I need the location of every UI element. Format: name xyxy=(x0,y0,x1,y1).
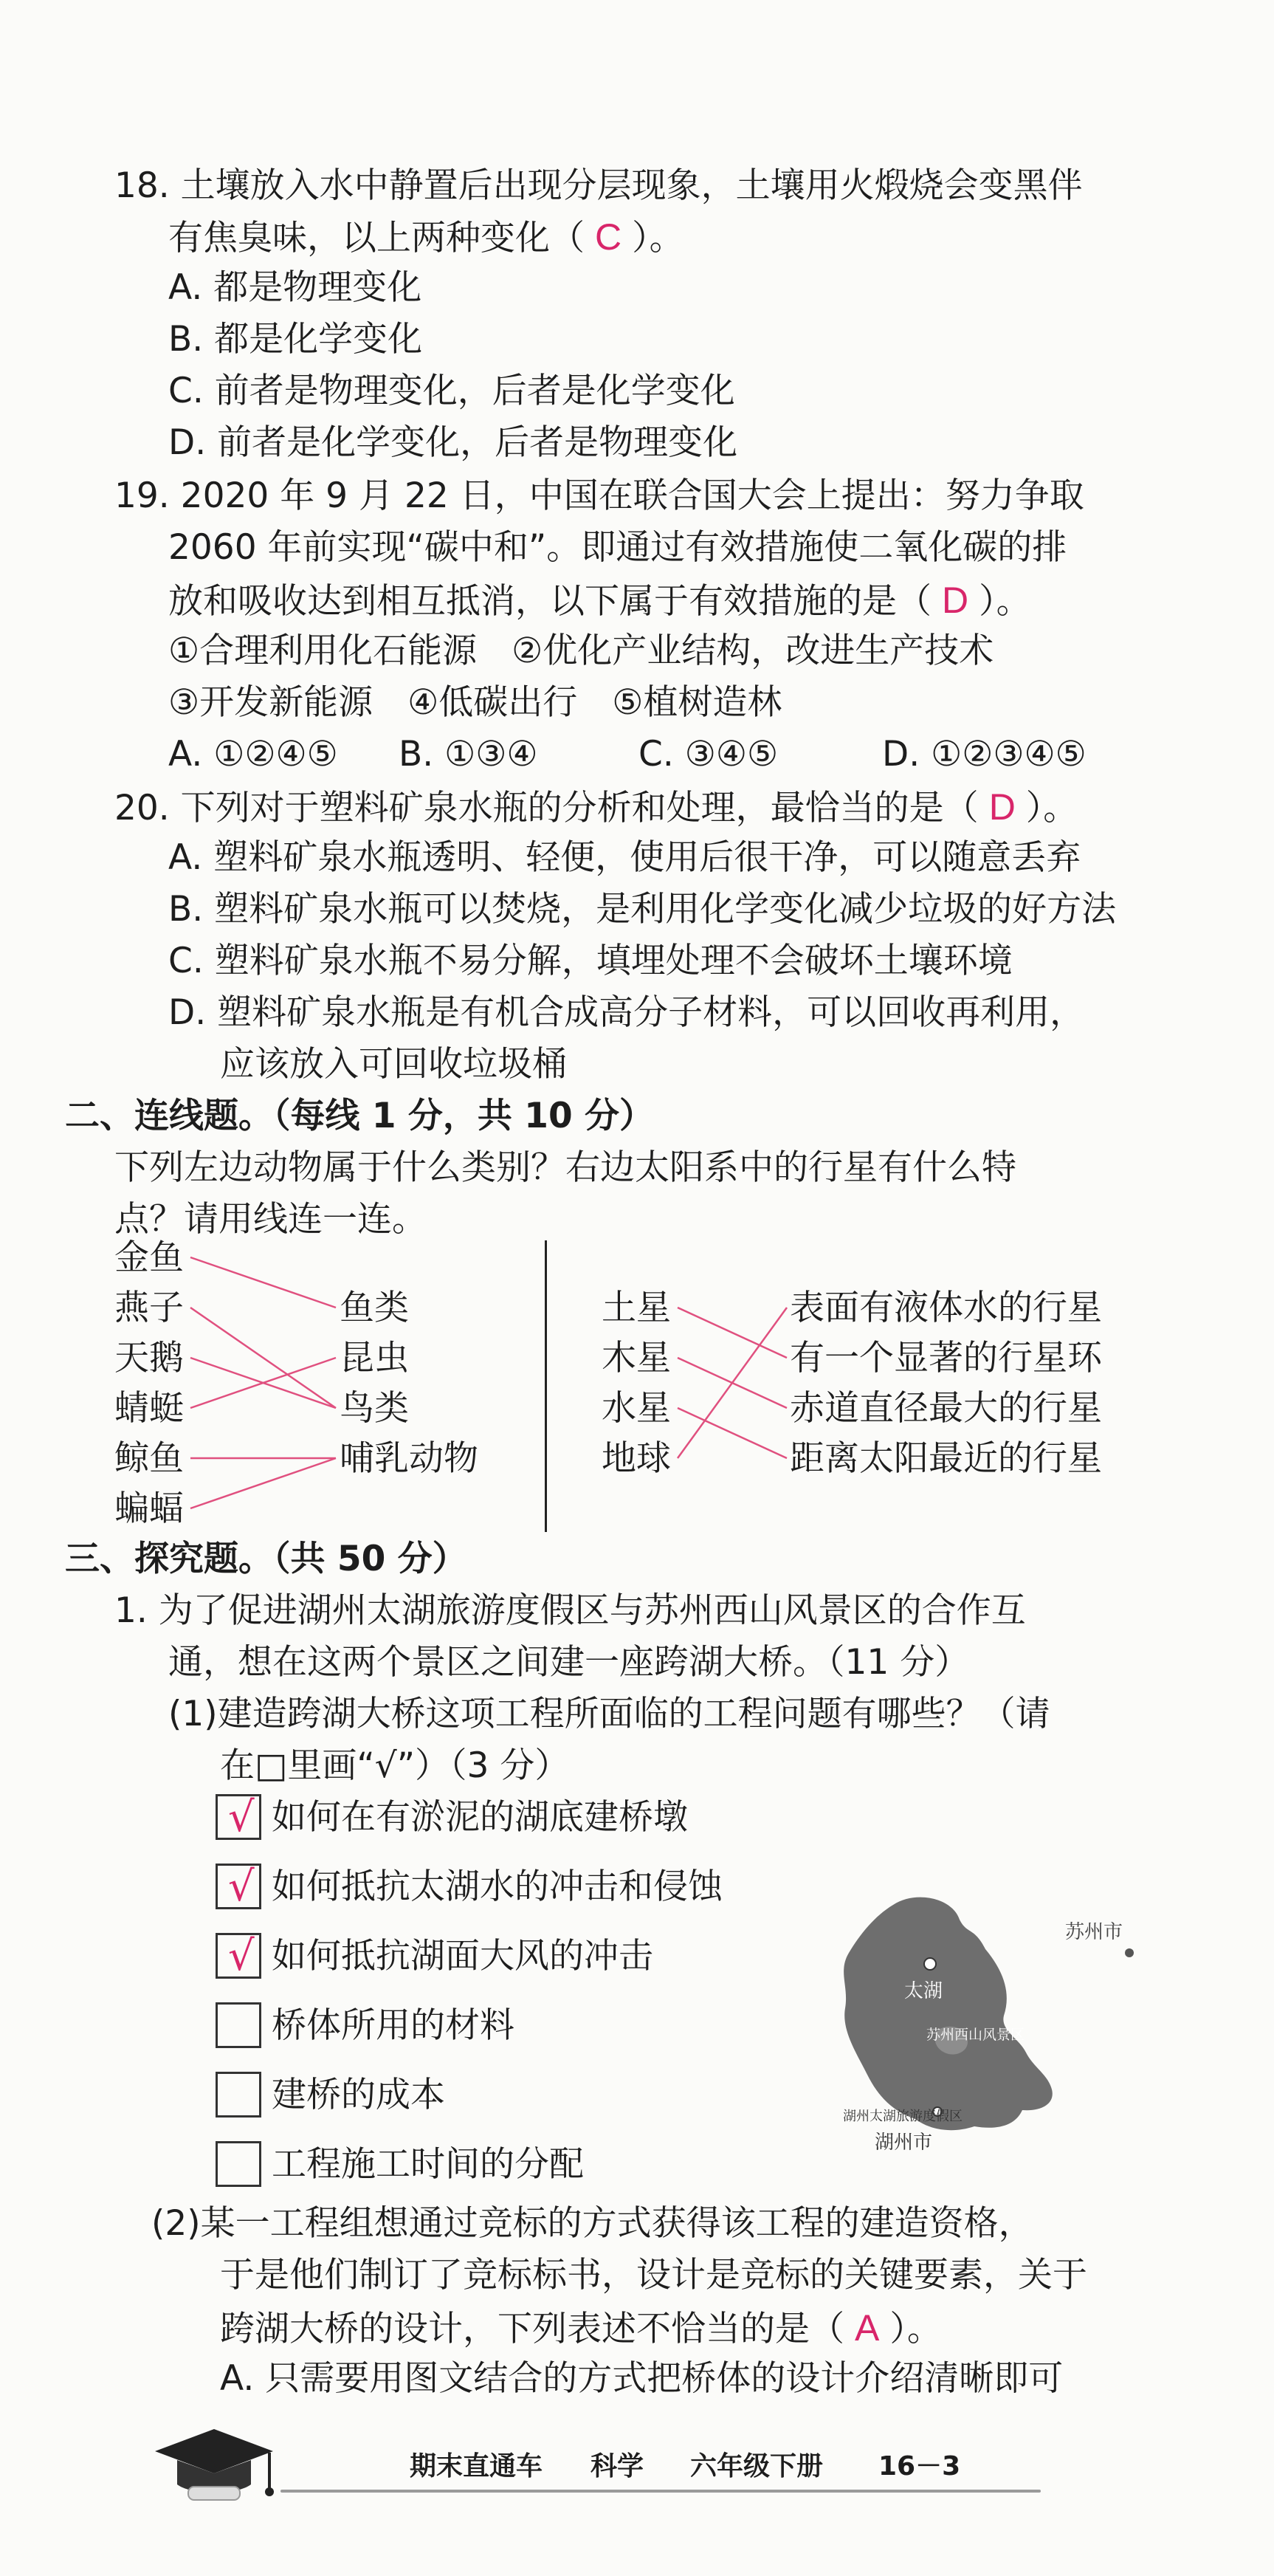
category-bird: 鸟类 xyxy=(340,1388,409,1429)
footer-page: 16－3 xyxy=(878,2451,961,2481)
choice-3-text: 如何抵抗湖面大风的冲击 xyxy=(272,1936,653,1976)
taihu-map xyxy=(827,1890,1151,2171)
animal-bat: 蝙蝠 xyxy=(114,1488,184,1529)
q20-option-a: A. 塑料矿泉水瓶透明、轻便，使用后很干净，可以随意丢弃 xyxy=(168,837,1081,878)
category-fish: 鱼类 xyxy=(340,1288,409,1328)
taihu-dot-icon xyxy=(924,1958,936,1970)
choice-1-text: 如何在有淤泥的湖底建桥墩 xyxy=(272,1797,688,1838)
q19-measures-1: ①合理利用化石能源 ②优化产业结构，改进生产技术 xyxy=(168,631,994,671)
planet-jupiter: 木星 xyxy=(602,1338,671,1378)
graduation-cap-icon xyxy=(148,2422,280,2510)
checkbox-6[interactable] xyxy=(216,2141,261,2187)
animal-swan: 天鹅 xyxy=(114,1338,184,1378)
check-icon: √ xyxy=(228,1863,255,1911)
footer-book: 期末直通车 xyxy=(410,2451,543,2481)
q18-option-d: D. 前者是化学变化，后者是物理变化 xyxy=(168,422,738,463)
category-insect: 昆虫 xyxy=(340,1338,409,1378)
s3-q1-line1: 1. 为了促进湖州太湖旅游度假区与苏州西山风景区的合作互 xyxy=(114,1590,1026,1631)
checkbox-3[interactable] xyxy=(216,1933,261,1979)
q20-option-d: D. 塑料矿泉水瓶是有机合成高分子材料，可以回收再利用， xyxy=(168,992,1085,1033)
q18-option-b: B. 都是化学变化 xyxy=(168,319,423,360)
feature-closest: 距离太阳最近的行星 xyxy=(790,1438,1102,1479)
animal-goldfish: 金鱼 xyxy=(114,1237,184,1278)
q19-option-c: C. ③④⑤ xyxy=(638,734,779,774)
q19-line2: 2060 年前实现“碳中和”。即通过有效措施使二氧化碳的排 xyxy=(168,527,1067,568)
s3-sub2-answer: A xyxy=(855,2307,880,2349)
q19-stem-end: ）。 xyxy=(979,581,1031,622)
animal-dragonfly: 蜻蜓 xyxy=(114,1388,184,1429)
s3-sub2-line3 xyxy=(220,2307,942,2349)
q18-answer: C xyxy=(595,216,622,258)
choice-4-text: 桥体所用的材料 xyxy=(272,2005,514,2046)
q20-option-d-cont: 应该放入可回收垃圾桶 xyxy=(220,1044,567,1085)
planet-earth: 地球 xyxy=(602,1438,671,1479)
feature-ring: 有一个显著的行星环 xyxy=(790,1338,1102,1378)
q18-stem: 有焦臭味，以上两种变化（ xyxy=(168,218,585,258)
line-bat-mammal xyxy=(190,1458,336,1508)
q18-option-a: A. 都是物理变化 xyxy=(168,267,422,308)
q18-line1: 18. 土壤放入水中静置后出现分层现象，土壤用火煅烧会变黑伴 xyxy=(114,165,1083,206)
q18-option-c: C. 前者是物理变化，后者是化学变化 xyxy=(168,371,735,411)
line-mercury-closest xyxy=(678,1408,787,1458)
label-resort: 湖州太湖旅游度假区 xyxy=(843,2109,963,2124)
q20-option-b: B. 塑料矿泉水瓶可以焚烧，是利用化学变化减少垃圾的好方法 xyxy=(168,889,1117,930)
checkbox-5[interactable] xyxy=(216,2072,261,2118)
q20-stem-end: ）。 xyxy=(1025,788,1078,828)
section3-title: 三、探究题。（共 50 分） xyxy=(65,1539,467,1579)
s3-sub1-line2: 在□里画“√”）（3 分） xyxy=(220,1745,570,1786)
checkbox-4[interactable] xyxy=(216,2002,261,2048)
s3-sub2-stem: 跨湖大桥的设计，下列表述不恰当的是（ xyxy=(220,2309,844,2349)
planet-mercury: 水星 xyxy=(602,1388,671,1429)
s3-sub1-line1: (1)建造跨湖大桥这项工程所面临的工程问题有哪些？（请 xyxy=(168,1694,1050,1734)
section2-intro-2: 点？请用线连一连。 xyxy=(114,1199,427,1240)
label-xishan: 苏州西山风景区 xyxy=(926,2027,1025,2043)
line-saturn-ring xyxy=(678,1308,787,1358)
q19-option-b: B. ①③④ xyxy=(399,734,538,774)
animal-swallow: 燕子 xyxy=(114,1288,184,1328)
checkbox-1[interactable] xyxy=(216,1794,261,1840)
s3-sub2-line1: (2)某一工程组想通过竞标的方式获得该工程的建造资格， xyxy=(151,2203,1033,2244)
label-taihu: 太湖 xyxy=(904,1980,943,2002)
choice-2-text: 如何抵抗太湖水的冲击和侵蚀 xyxy=(272,1866,723,1907)
feature-liquid-water: 表面有液体水的行星 xyxy=(790,1288,1102,1328)
suzhou-dot-icon xyxy=(1125,1948,1134,1957)
choice-6-text: 工程施工时间的分配 xyxy=(272,2144,584,2185)
q19-line1: 19. 2020 年 9 月 22 日，中国在联合国大会上提出：努力争取 xyxy=(114,475,1084,516)
q20-stem: 20. 下列对于塑料矿泉水瓶的分析和处理，最恰当的是（ xyxy=(114,788,979,828)
q19-option-a: A. ①②④⑤ xyxy=(168,734,338,774)
line-earth-water xyxy=(678,1308,787,1458)
footer-subject: 科学 xyxy=(590,2451,644,2481)
line-swallow-bird xyxy=(190,1308,336,1408)
check-icon: √ xyxy=(228,1793,255,1841)
footer-rule xyxy=(280,2490,1041,2493)
label-huzhou: 湖州市 xyxy=(875,2132,933,2154)
q20-option-c: C. 塑料矿泉水瓶不易分解，填埋处理不会破坏土壤环境 xyxy=(168,941,1013,981)
s3-sub2-line2: 于是他们制订了竞标标书，设计是竞标的关键要素，关于 xyxy=(220,2255,1087,2295)
check-icon: √ xyxy=(228,1932,255,1980)
q19-answer: D xyxy=(942,580,969,621)
taihu-lake-shape xyxy=(844,1897,1053,2131)
s3-sub2-option-a: A. 只需要用图文结合的方式把桥体的设计介绍清晰即可 xyxy=(220,2358,1064,2399)
line-goldfish-fish xyxy=(190,1257,336,1308)
q19-stem: 放和吸收达到相互抵消，以下属于有效措施的是（ xyxy=(168,581,932,622)
s3-q1-line2: 通，想在这两个景区之间建一座跨湖大桥。（11 分） xyxy=(168,1642,970,1683)
label-suzhou: 苏州市 xyxy=(1065,1921,1123,1943)
section2-intro-1: 下列左边动物属于什么类别？右边太阳系中的行星有什么特 xyxy=(114,1147,1016,1188)
q19-option-d: D. ①②③④⑤ xyxy=(882,734,1087,774)
s3-sub2-stem-end: ）。 xyxy=(889,2309,942,2349)
footer-grade: 六年级下册 xyxy=(690,2451,824,2481)
q19-measures-2: ③开发新能源 ④低碳出行 ⑤植树造林 xyxy=(168,682,782,723)
feature-largest: 赤道直径最大的行星 xyxy=(790,1388,1102,1429)
animal-whale: 鲸鱼 xyxy=(114,1438,184,1479)
category-mammal: 哺乳动物 xyxy=(340,1438,478,1479)
q20-answer: D xyxy=(988,786,1016,828)
checkbox-2[interactable] xyxy=(216,1864,261,1909)
q18-stem-end: ）。 xyxy=(632,218,684,258)
planet-saturn: 土星 xyxy=(602,1288,671,1328)
section2-title: 二、连线题。（每线 1 分，共 10 分） xyxy=(65,1096,655,1136)
choice-5-text: 建桥的成本 xyxy=(272,2075,445,2115)
